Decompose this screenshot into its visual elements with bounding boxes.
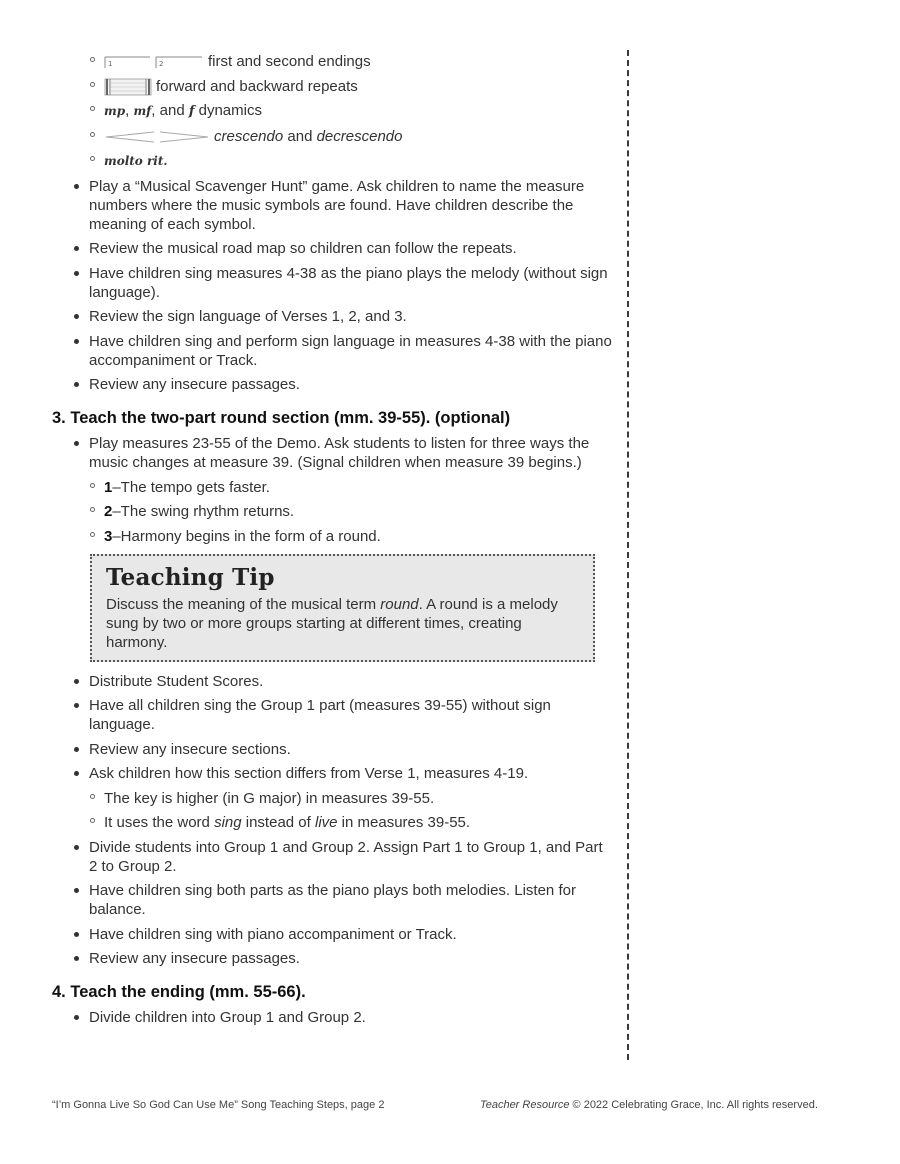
teaching-tip-body: Discuss the meaning of the musical term round. A round is a melody sung by two or more groups starting at different times, creating harmony.	[106, 595, 558, 651]
change-text: –Harmony begins in the form of a round.	[112, 527, 381, 545]
dynamics-label: dynamics	[198, 102, 262, 120]
symbol-item-dynamics: mp, mf, and f dynamics	[52, 101, 612, 121]
list-item: Review any insecure passages.	[52, 949, 612, 968]
section-3-heading: 3. Teach the two-part round section (mm. 39-55). (optional)	[52, 409, 511, 428]
list-item: Have all children sing the Group 1 part (measures 39-55) without sign language.	[52, 696, 612, 734]
symbol-item-crescendo	[52, 127, 612, 146]
list-item: Divide children into Group 1 and Group 2.	[52, 1008, 612, 1027]
footer-copyright: Teacher Resource © 2022 Celebrating Grace, Inc. All rights reserved.	[480, 1099, 818, 1111]
list-item: Have children sing measures 4-38 as the piano plays the melody (without sign language).	[52, 264, 612, 302]
change-text: –The swing rhythm returns.	[112, 503, 295, 521]
main-content	[52, 52, 612, 1033]
change-number: 2	[104, 503, 113, 521]
crescendo-and: and	[287, 127, 313, 145]
hairpin-icon	[104, 131, 210, 143]
endings-label: first and second endings	[208, 53, 371, 70]
teaching-tip-box	[90, 554, 595, 662]
endings-symbol-icon	[104, 55, 204, 69]
change-number: 3	[104, 527, 113, 545]
ending-2-number: 2	[159, 60, 164, 69]
change-text: –The tempo gets faster.	[112, 478, 270, 496]
molto-rit-text: molto rit.	[104, 154, 168, 169]
dynamics-and: , and	[151, 102, 185, 120]
difference-item-1: The key is higher (in G major) in measures 39-55.	[52, 789, 612, 808]
list-item: Have children sing with piano accompaniment or Track.	[52, 925, 612, 944]
difference-item-2: It uses the word sing instead of live in measures 39-55.	[52, 813, 612, 832]
symbol-item-endings	[52, 52, 612, 71]
symbol-item-repeats	[52, 77, 612, 96]
symbol-item-molto-rit	[52, 151, 612, 171]
list-item: Review any insecure sections.	[52, 740, 612, 759]
list-item: Review the sign language of Verses 1, 2, and 3.	[52, 307, 612, 326]
list-item: Play a “Musical Scavenger Hunt” game. Ask children to name the measure numbers where the music symbols are found. Have children describe the meaning of each symbol.	[52, 177, 612, 234]
list-item: Play measures 23-55 of the Demo. Ask students to listen for three ways the music changes at measure 39. (Signal children when measure 39 begins.)	[52, 434, 612, 472]
dynamic-mp: mp	[104, 104, 126, 119]
change-item-3	[52, 527, 612, 546]
dashed-cut-line	[627, 50, 629, 1060]
list-item: Review any insecure passages.	[52, 375, 612, 394]
term-round: round	[380, 595, 419, 613]
list-item: Have children sing both parts as the piano plays both melodies. Listen for balance.	[52, 881, 612, 919]
dynamic-f: f	[188, 104, 195, 120]
list-item: Distribute Student Scores.	[52, 672, 612, 691]
section-4-heading: 4. Teach the ending (mm. 55-66).	[52, 983, 306, 1002]
decrescendo-term: decrescendo	[316, 127, 403, 145]
repeats-label: forward and backward repeats	[156, 77, 358, 95]
teaching-tip-title: Teaching Tip	[106, 563, 275, 591]
list-item: Divide students into Group 1 and Group 2. Assign Part 1 to Group 1, and Part 2 to Group 2.	[52, 838, 612, 876]
change-number: 1	[104, 478, 113, 496]
footer-title: “I’m Gonna Live So God Can Use Me” Song Teaching Steps, page 2	[52, 1099, 385, 1111]
ending-1-number: 1	[108, 60, 113, 69]
list-item: Ask children how this section differs from Verse 1, measures 4-19.	[52, 764, 612, 783]
repeat-signs-icon	[104, 78, 152, 96]
crescendo-term: crescendo	[214, 127, 284, 145]
change-item-2	[52, 502, 612, 521]
list-item: Have children sing and perform sign language in measures 4-38 with the piano accompaniment or Track.	[52, 332, 612, 370]
change-item-1	[52, 478, 612, 497]
list-item: Review the musical road map so children can follow the repeats.	[52, 239, 612, 258]
dynamic-mf: mf	[133, 104, 152, 119]
